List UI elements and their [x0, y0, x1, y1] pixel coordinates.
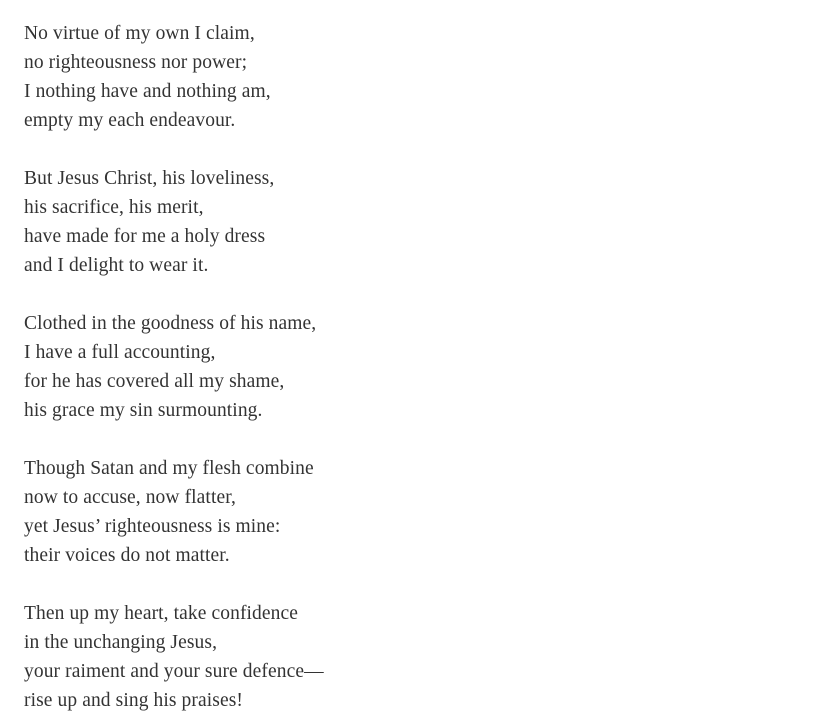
poem-body — [24, 19, 804, 715]
poem-line: have made for me a holy dress — [24, 226, 266, 247]
stanza-2 — [24, 164, 804, 280]
stanza-5 — [24, 599, 804, 715]
poem-line: your raiment and your sure defence— — [24, 661, 324, 682]
poem-line: I nothing have and nothing am, — [24, 81, 271, 102]
poem-line: yet Jesus’ righteousness is mine: — [24, 516, 281, 537]
poem-line: now to accuse, now flatter, — [24, 487, 237, 508]
poem-line: his grace my sin surmounting. — [24, 400, 263, 421]
poem-line: But Jesus Christ, his loveliness, — [24, 168, 275, 189]
poem-line: rise up and sing his praises! — [24, 690, 243, 711]
stanza-1 — [24, 19, 804, 135]
poem-line: their voices do not matter. — [24, 545, 230, 566]
poem-line: empty my each endeavour. — [24, 110, 236, 131]
poem-line: for he has covered all my shame, — [24, 371, 285, 392]
stanza-3 — [24, 309, 804, 425]
poem-line: his sacrifice, his merit, — [24, 197, 204, 218]
poem-line: in the unchanging Jesus, — [24, 632, 218, 653]
poem-line: Though Satan and my flesh combine — [24, 458, 314, 479]
poem-line: Clothed in the goodness of his name, — [24, 313, 317, 334]
poem-line: Then up my heart, take confidence — [24, 603, 299, 624]
poem-line: I have a full accounting, — [24, 342, 216, 363]
poem-line: No virtue of my own I claim, — [24, 23, 255, 44]
poem-line: and I delight to wear it. — [24, 255, 209, 276]
poem-line: no righteousness nor power; — [24, 52, 248, 73]
stanza-4 — [24, 454, 804, 570]
